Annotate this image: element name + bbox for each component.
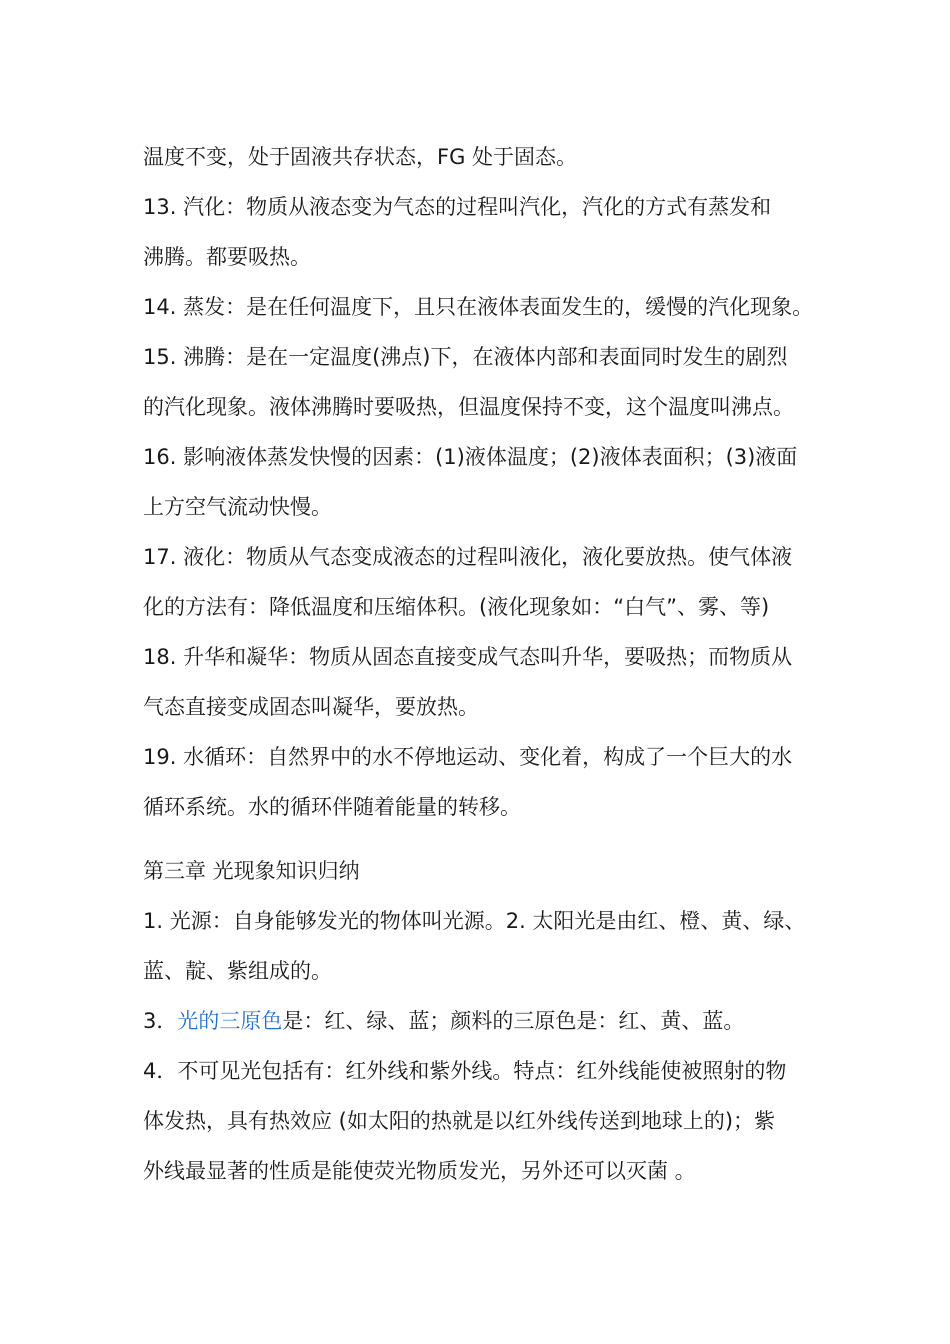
item-number: 3． bbox=[143, 1009, 178, 1033]
text-line: 19. 水循环：自然界中的水不停地运动、变化着，构成了一个巨大的水 bbox=[143, 745, 793, 769]
section-gap bbox=[143, 832, 823, 846]
text-line: 18. 升华和凝华：物质从固态直接变成气态叫升华，要吸热；而物质从 bbox=[143, 645, 793, 669]
text-line: 温度不变，处于固液共存状态，FG 处于固态。 bbox=[143, 145, 578, 169]
text-line: 16. 影响液体蒸发快慢的因素：(1)液体温度；(2)液体表面积；(3)液面 bbox=[143, 445, 798, 469]
text-line: 4．不可见光包括有：红外线和紫外线。特点：红外线能使被照射的物 bbox=[143, 1059, 787, 1083]
text-line: 17. 液化：物质从气态变成液态的过程叫液化，液化要放热。使气体液 bbox=[143, 545, 793, 569]
text-line: 1. 光源：自身能够发光的物体叫光源。2. 太阳光是由红、橙、黄、绿、 bbox=[143, 909, 806, 933]
text-line: 蓝、靛、紫组成的。 bbox=[143, 959, 332, 983]
text-line: 外线最显著的性质是能使荧光物质发光，另外还可以灭菌 。 bbox=[143, 1159, 696, 1183]
text-line: 化的方法有：降低温度和压缩体积。(液化现象如：“白气”、雾、等) bbox=[143, 595, 770, 619]
primary-colors-link[interactable]: 光的三原色 bbox=[177, 1009, 283, 1033]
text-line: 沸腾。都要吸热。 bbox=[143, 245, 311, 269]
text-line: 14. 蒸发：是在任何温度下，且只在液体表面发生的，缓慢的汽化现象。 bbox=[143, 295, 814, 319]
text-line: 15. 沸腾：是在一定温度(沸点)下，在液体内部和表面同时发生的剧烈 bbox=[143, 345, 788, 369]
text-line-primary-colors bbox=[143, 996, 823, 1046]
text-line: 循环系统。水的循环伴随着能量的转移。 bbox=[143, 795, 521, 819]
text-segment: 是：红、绿、蓝；颜料的三原色是：红、黄、蓝。 bbox=[282, 1009, 745, 1033]
text-line: 13. 汽化：物质从液态变为气态的过程叫汽化，汽化的方式有蒸发和 bbox=[143, 195, 772, 219]
text-line: 上方空气流动快慢。 bbox=[143, 495, 332, 519]
text-line: 气态直接变成固态叫凝华，要放热。 bbox=[143, 695, 479, 719]
text-line: 体发热，具有热效应 (如太阳的热就是以红外线传送到地球上的)；紫 bbox=[143, 1109, 776, 1133]
document-page bbox=[143, 132, 823, 1196]
text-line: 的汽化现象。液体沸腾时要吸热，但温度保持不变，这个温度叫沸点。 bbox=[143, 395, 794, 419]
chapter-title: 第三章 光现象知识归纳 bbox=[143, 859, 360, 883]
